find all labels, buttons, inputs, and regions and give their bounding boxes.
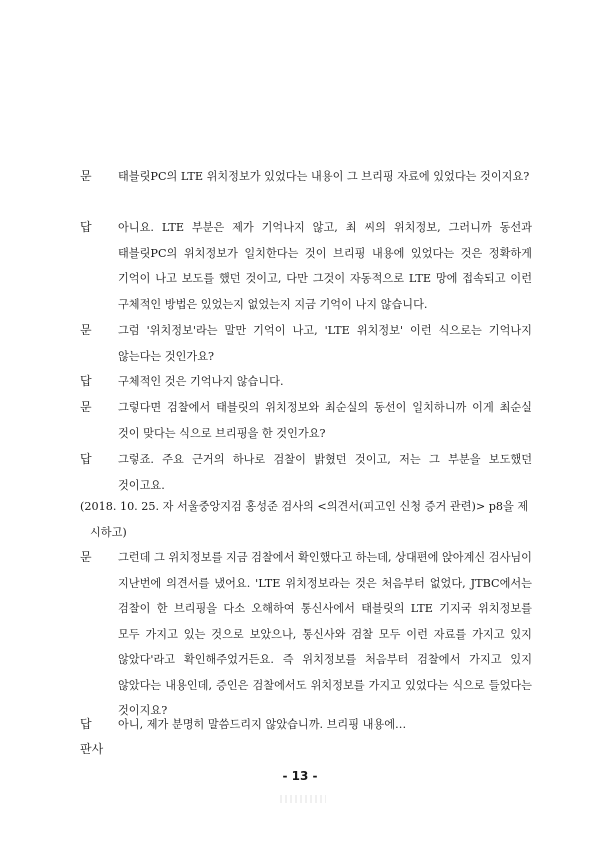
entry-text: 태블릿PC의 LTE 위치정보가 있었다는 내용이 그 브리핑 자료에 있었다는 것이지요? <box>118 170 530 183</box>
speaker-label: 답 <box>80 374 92 388</box>
exhibit-note-line: (2018. 10. 25. 자 서울중앙지검 홍성준 검사의 <의견서(피고인 신청 증거 관련)> p8을 제 <box>80 500 529 513</box>
qa-entry <box>80 395 532 446</box>
entry-text: 그렇다면 검찰에서 태블릿의 위치정보와 최순실의 동선이 일치하니까 이게 최순실 것이 맞다는 식으로 브리핑을 한 것인가요? <box>118 401 532 440</box>
speaker-label: 문 <box>80 400 92 414</box>
speaker-label: 답 <box>80 452 92 466</box>
page-number: - 13 - <box>282 769 318 783</box>
entry-text: 아니요. LTE 부분은 제가 기억나지 않고, 최 씨의 위치정보, 그러니까 동선과 태블릿PC의 위치정보가 일치한다는 것이 브리핑 내용에 있었다는 것은 정확하게 기억이 나고 보도를 했던 것이고, 다만 그것이 자동적으로 LTE 망에 접속되고 이런 구체적인 방법은 있었는지 없었는지 지금 기억이 나지 않습니다. <box>118 221 532 311</box>
speaker-label: 판사 <box>80 742 104 756</box>
entry-text: 아니, 제가 분명히 말씀드리지 않았습니까. 브리핑 내용에… <box>118 718 407 731</box>
qa-entry <box>80 318 532 369</box>
entry-text: 그럼 '위치정보'라는 말만 기억이 나고, 'LTE 위치정보' 이런 식으로는 기억나지 않는다는 것인가요? <box>118 324 532 363</box>
entry-text: 그렇죠. 주요 근거의 하나로 검찰이 밝혔던 것이고, 저는 그 부분을 보도했던 것이고요. <box>118 453 532 492</box>
qa-entry <box>80 164 532 190</box>
entry-text: 그런데 그 위치정보를 지금 검찰에서 확인했다고 하는데, 상대편에 앉아계신 검사님이 지난번에 의견서를 냈어요. 'LTE 위치정보라는 것은 처음부터 없었다, JTBC에서는 검찰이 한 브리핑을 다소 오해하여 통신사에서 태블릿의 LTE 기지국 위치정보를 모두 가지고 있는 것으로 보았으나, 통신사와 검찰 모두 이런 자료를 가지고 있지 않았다'라고 확인해주었거든요. 즉 위치정보를 처음부터 검찰에서 가지고 있지 않았다는 내용인데, 증인은 검찰에서도 위치정보를 가지고 있었다는 식으로 들었다는 것이지요? <box>118 551 532 717</box>
exhibit-note-line: 시하고) <box>90 525 127 539</box>
qa-entry <box>80 447 532 498</box>
speaker-label: 문 <box>80 323 92 337</box>
speaker-label: 문 <box>80 169 92 183</box>
entry-text: 구체적인 것은 기억나지 않습니다. <box>118 375 284 388</box>
qa-entry <box>80 369 532 395</box>
speaker-label: 답 <box>80 220 92 234</box>
speaker-label: 문 <box>80 550 92 564</box>
qa-entry <box>80 545 532 724</box>
exhibit-note <box>80 494 540 545</box>
scan-artifact <box>280 795 326 803</box>
qa-entry <box>80 215 532 317</box>
qa-entry <box>80 712 532 738</box>
speaker-label: 답 <box>80 717 92 731</box>
